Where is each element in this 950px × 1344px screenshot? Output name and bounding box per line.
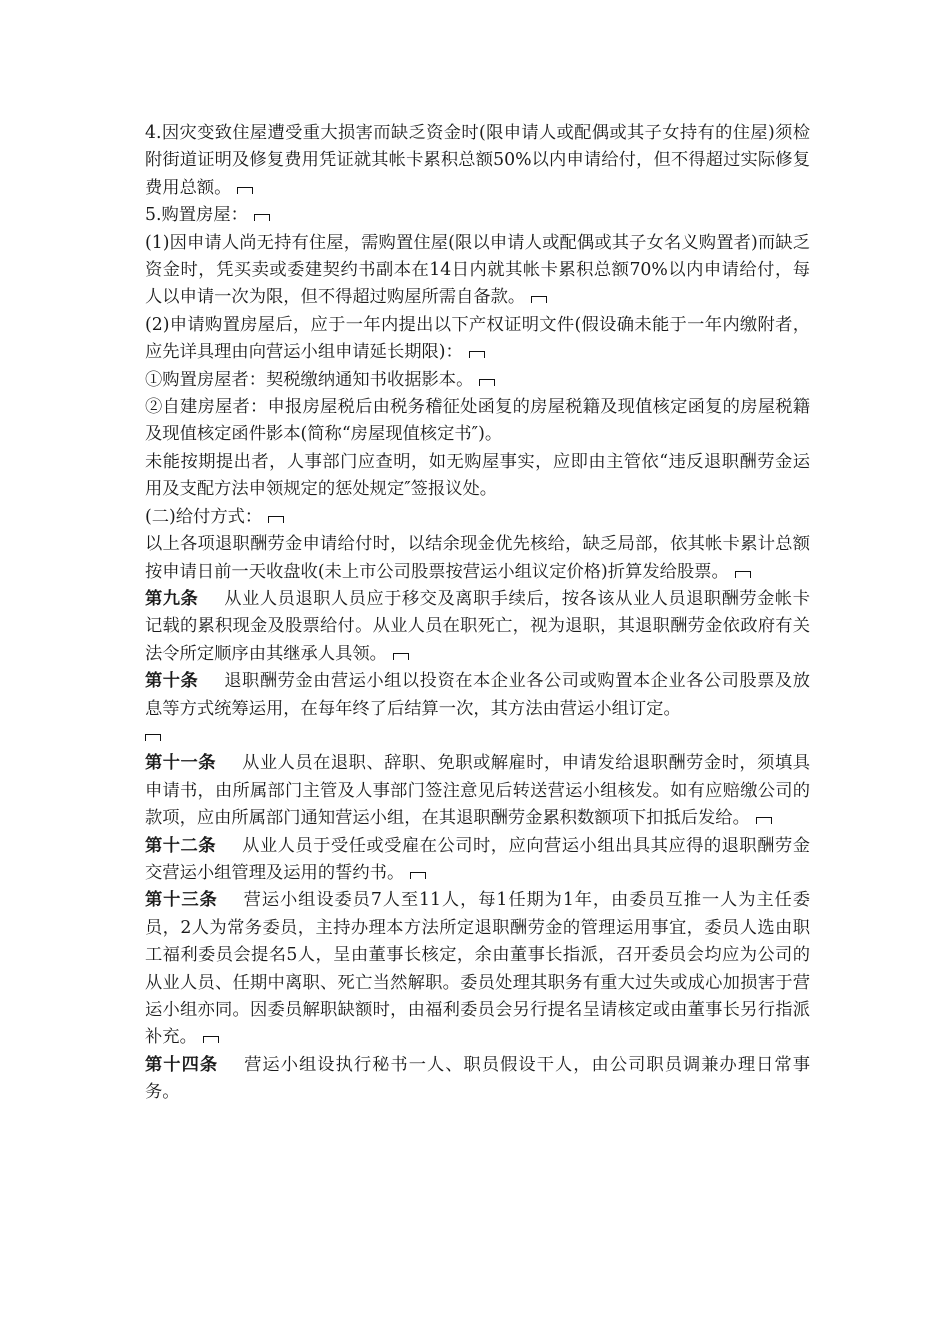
- article-9: [145, 586, 810, 668]
- paragraph-text: (二)给付方式：: [145, 506, 263, 527]
- paragraph-mark-line: [145, 723, 810, 750]
- article-heading: 第十二条: [145, 835, 217, 856]
- paragraph-text: ①购置房屋者：契税缴纳通知书收据影本。: [145, 369, 474, 390]
- article-heading: 第十一条: [145, 753, 217, 774]
- paragraph-text: 4.因灾变致住屋遭受重大损害而缺乏资金时(限申请人或配偶或其子女持有的住屋)须检附街道证明及修复费用凭证就其帐卡累积总额50%以内申请给付，但不得超过实际修复费用总额。: [145, 123, 810, 198]
- article-12: [145, 833, 810, 888]
- article-heading: 第十条: [145, 671, 199, 692]
- paragraph: [145, 230, 810, 312]
- paragraph: [145, 312, 810, 367]
- article-text: 从业人员在退职、辞职、免职或解雇时，申请发给退职酬劳金时，须填具申请书，由所属部门主管及人事部门签注意见后转送营运小组核发。如有应赔缴公司的款项，应由所属部门通知营运小组，在其退职酬劳金累积数额项下扣抵后发给。: [145, 753, 810, 829]
- article-text: 营运小组设执行秘书一人、职员假设干人，由公司职员调兼办理日常事务。: [145, 1054, 810, 1103]
- article-heading: 第十四条: [145, 1054, 219, 1075]
- paragraph-mark-icon: [145, 734, 161, 741]
- paragraph-text: 未能按期提出者，人事部门应查明，如无购屋事实，应即由主管依“违反退职酬劳金运用及支配方法申领规定的惩处规定″签报议处。: [145, 451, 810, 500]
- paragraph-mark-icon: [237, 187, 253, 194]
- paragraph-text: (2)申请购置房屋后，应于一年内提出以下产权证明文件(假设确未能于一年内缴附者，应先详具理由向营运小组申请延长期限)：: [145, 314, 810, 363]
- article-13: [145, 887, 810, 1051]
- paragraph-text: 以上各项退职酬劳金申请给付时，以结余现金优先核给，缺乏局部，依其帐卡累计总额按申请日前一天收盘收(未上市公司股票按营运小组议定价格)折算发给股票。: [145, 534, 810, 582]
- article-11: [145, 750, 810, 832]
- article-10: [145, 668, 810, 750]
- article-14: [145, 1052, 810, 1107]
- paragraph: [145, 367, 810, 394]
- paragraph: [145, 531, 810, 586]
- article-heading: 第九条: [145, 588, 199, 609]
- article-heading: 第十三条: [145, 890, 218, 911]
- article-text: 从业人员退职人员应于移交及离职手续后，按各该从业人员退职酬劳金帐卡记载的累积现金及股票给付。从业人员在职死亡，视为退职，其退职酬劳金依政府有关法令所定顺序由其继承人具领。: [145, 588, 810, 664]
- paragraph: [145, 394, 810, 449]
- paragraph-mark-icon: [254, 214, 270, 221]
- paragraph-mark-icon: [479, 379, 495, 386]
- paragraph: [145, 504, 810, 531]
- paragraph-mark-icon: [393, 653, 409, 660]
- paragraph-mark-icon: [203, 1036, 219, 1043]
- article-text: 退职酬劳金由营运小组以投资在本企业各公司或购置本企业各公司股票及放息等方式统筹运用，在每年终了后结算一次，其方法由营运小组订定。: [145, 671, 810, 719]
- paragraph-mark-icon: [268, 516, 284, 523]
- article-text: 从业人员于受任或受雇在公司时，应向营运小组出具其应得的退职酬劳金交营运小组管理及运用的誓约书。: [145, 835, 810, 883]
- paragraph-mark-icon: [469, 351, 485, 358]
- paragraph-text: 5.购置房屋：: [145, 205, 248, 226]
- paragraph-mark-icon: [410, 872, 426, 879]
- paragraph: [145, 449, 810, 504]
- paragraph-mark-icon: [756, 817, 772, 824]
- article-text: 营运小组设委员7人至11人，每1任期为1年，由委员互推一人为主任委员，2人为常务委员，主持办理本方法所定退职酬劳金的管理运用事宜，委员人选由职工福利委员会提名5人，呈由董事长核定，余由董事长指派，召开委员会均应为公司的从业人员、任期中离职、死亡当然解职。委员处理其职务有重大过失或成心加损害于营运小组亦同。因委员解职缺额时，由福利委员会另行提名呈请核定或由董事长另行指派补充。: [145, 890, 810, 1048]
- paragraph-text: (1)因申请人尚无持有住屋，需购置住屋(限以申请人或配偶或其子女名义购置者)而缺乏资金时，凭买卖或委建契约书副本在14日内就其帐卡累积总额70%以内申请给付，每人以申请一次为限，但不得超过购屋所需自备款。: [145, 232, 810, 308]
- paragraph-mark-icon: [735, 571, 751, 578]
- paragraph-text: ②自建房屋者：申报房屋税后由税务稽征处函复的房屋税籍及现值核定函复的房屋税籍及现值核定函件影本(简称“房屋现值核定书″)。: [145, 397, 810, 445]
- paragraph-mark-icon: [531, 296, 547, 303]
- paragraph: [145, 202, 810, 229]
- paragraph: [145, 120, 810, 202]
- document-body: [145, 120, 810, 1107]
